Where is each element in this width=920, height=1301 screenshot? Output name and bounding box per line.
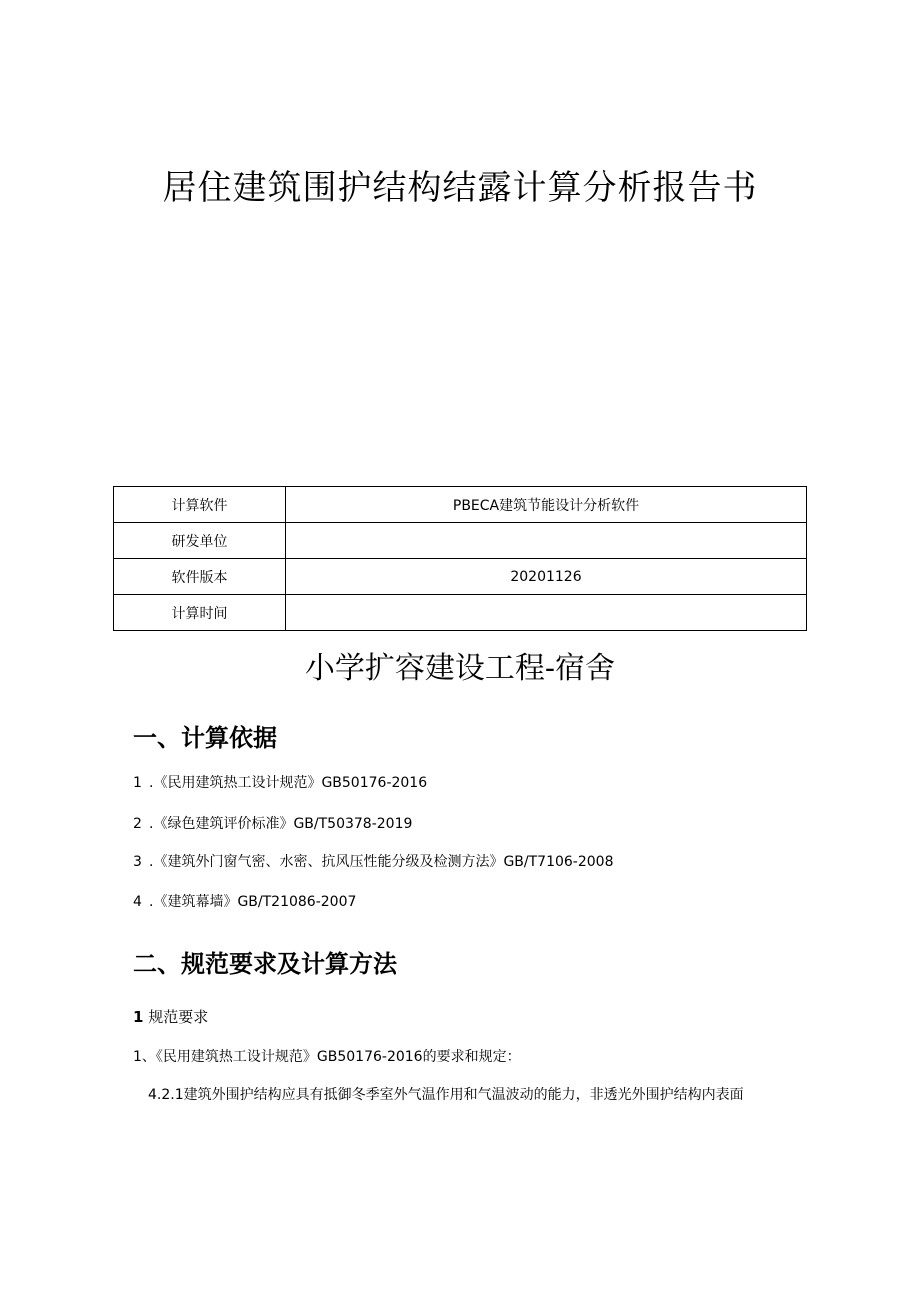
reference-number: 3 — [133, 854, 142, 870]
table-row — [114, 595, 807, 631]
reference-number: 4 — [133, 894, 142, 910]
table-value — [286, 523, 807, 559]
table-value: PBECA建筑节能设计分析软件 — [286, 487, 807, 523]
reference-number: 1 — [133, 775, 142, 791]
reference-text: .《建筑外门窗气密、水密、抗风压性能分级及检测方法》GB/T7106-2008 — [149, 854, 614, 870]
table-row — [114, 523, 807, 559]
project-name: 小学扩容建设工程-宿舍 — [304, 651, 616, 686]
reference-text: .《建筑幕墙》GB/T21086-2007 — [149, 894, 357, 910]
table-key: 计算软件 — [114, 487, 286, 523]
section-heading-basis: 一、计算依据 — [133, 724, 277, 752]
table-row — [114, 559, 807, 595]
requirement-item: 1、《民用建筑热工设计规范》GB50176-2016的要求和规定： — [133, 1049, 521, 1065]
reference-item — [133, 813, 412, 833]
subsection-number: 1 — [133, 1008, 144, 1026]
clause-text: 4.2.1建筑外围护结构应具有抵御冬季室外气温作用和气温波动的能力，非透光外围护结构内表面 — [148, 1087, 744, 1103]
table-value — [286, 595, 807, 631]
table-key: 研发单位 — [114, 523, 286, 559]
section-heading-requirements: 二、规范要求及计算方法 — [133, 950, 397, 978]
reference-item — [133, 851, 613, 871]
table-row — [114, 487, 807, 523]
report-title: 居住建筑围护结构结露计算分析报告书 — [162, 168, 758, 208]
software-info-table — [113, 486, 807, 631]
reference-number: 2 — [133, 816, 142, 832]
reference-text: .《绿色建筑评价标准》GB/T50378-2019 — [149, 816, 413, 832]
table-key: 计算时间 — [114, 595, 286, 631]
table-value: 20201126 — [286, 559, 807, 595]
reference-item — [133, 891, 356, 911]
subsection-heading — [133, 1006, 208, 1027]
reference-text: .《民用建筑热工设计规范》GB50176-2016 — [149, 775, 428, 791]
reference-item — [133, 772, 427, 792]
subsection-title: 规范要求 — [148, 1008, 209, 1026]
table-key: 软件版本 — [114, 559, 286, 595]
